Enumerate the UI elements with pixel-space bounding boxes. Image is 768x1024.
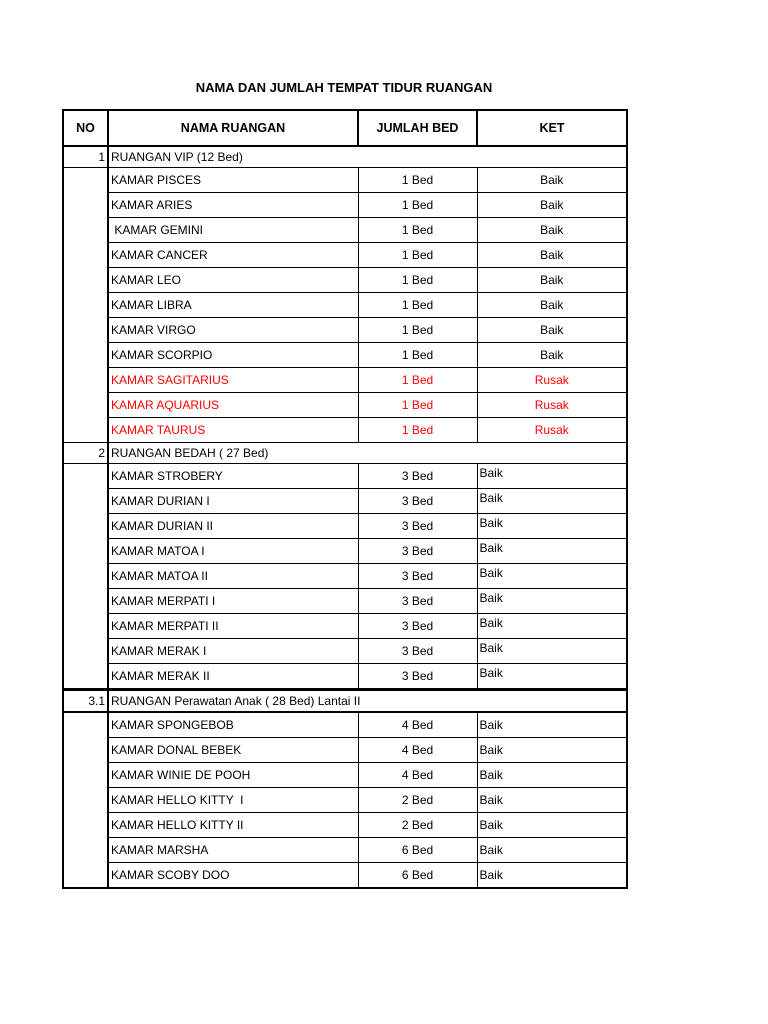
room-status: Baik [477, 564, 627, 589]
bed-count: 1 Bed [358, 318, 477, 343]
room-status: Baik [477, 763, 627, 788]
table-row [63, 813, 627, 838]
room-status: Baik [477, 489, 627, 514]
room-status: Rusak [477, 368, 627, 393]
room-status: Baik [477, 539, 627, 564]
section-number: 2 [63, 443, 108, 464]
room-status: Baik [477, 268, 627, 293]
table-row [63, 514, 627, 539]
section-title: RUANGAN Perawatan Anak ( 28 Bed) Lantai II [108, 690, 627, 713]
table-row [63, 639, 627, 664]
room-status: Baik [477, 589, 627, 614]
room-name: KAMAR DONAL BEBEK [108, 738, 358, 763]
room-name: KAMAR LEO [108, 268, 358, 293]
table-row [63, 293, 627, 318]
room-name: KAMAR LIBRA [108, 293, 358, 318]
bed-count: 3 Bed [358, 639, 477, 664]
header-ket: KET [477, 110, 627, 146]
room-status: Baik [477, 168, 627, 193]
room-name: KAMAR MERAK II [108, 664, 358, 690]
room-name: KAMAR MERAK I [108, 639, 358, 664]
room-status: Baik [477, 318, 627, 343]
table-row [63, 838, 627, 863]
bed-count: 1 Bed [358, 368, 477, 393]
room-status: Baik [477, 664, 627, 690]
header-nama-ruangan: NAMA RUANGAN [108, 110, 358, 146]
room-name: KAMAR GEMINI [108, 218, 358, 243]
room-name: KAMAR SCOBY DOO [108, 863, 358, 889]
room-status: Baik [477, 712, 627, 738]
room-name: KAMAR AQUARIUS [108, 393, 358, 418]
bed-count: 1 Bed [358, 193, 477, 218]
bed-table [62, 109, 628, 889]
table-row [63, 343, 627, 368]
room-status: Baik [477, 343, 627, 368]
room-name: KAMAR DURIAN II [108, 514, 358, 539]
room-status: Baik [477, 738, 627, 763]
bed-count: 3 Bed [358, 539, 477, 564]
room-name: KAMAR PISCES [108, 168, 358, 193]
table-row [63, 268, 627, 293]
bed-count: 3 Bed [358, 564, 477, 589]
section-title: RUANGAN BEDAH ( 27 Bed) [108, 443, 627, 464]
room-status: Baik [477, 838, 627, 863]
room-status: Baik [477, 788, 627, 813]
table-row [63, 539, 627, 564]
bed-count: 1 Bed [358, 168, 477, 193]
bed-count: 1 Bed [358, 218, 477, 243]
section-bedah [63, 443, 627, 690]
bed-count: 4 Bed [358, 712, 477, 738]
room-status: Baik [477, 293, 627, 318]
table-row [63, 418, 627, 443]
section-header-row [63, 146, 627, 168]
bed-count: 1 Bed [358, 243, 477, 268]
table-row [63, 763, 627, 788]
section-number: 3.1 [63, 690, 108, 713]
table-row [63, 788, 627, 813]
bed-count: 3 Bed [358, 514, 477, 539]
table-row [63, 193, 627, 218]
table-row [63, 614, 627, 639]
table-row [63, 464, 627, 489]
table-row [63, 393, 627, 418]
table-row [63, 738, 627, 763]
bed-count: 3 Bed [358, 589, 477, 614]
table-row [63, 243, 627, 268]
table-row [63, 664, 627, 690]
room-status: Baik [477, 614, 627, 639]
bed-count: 1 Bed [358, 268, 477, 293]
table-row [63, 863, 627, 889]
bed-count: 3 Bed [358, 614, 477, 639]
header-no: NO [63, 110, 108, 146]
room-name: KAMAR STROBERY [108, 464, 358, 489]
room-name: KAMAR DURIAN I [108, 489, 358, 514]
section-number: 1 [63, 146, 108, 168]
room-status: Rusak [477, 393, 627, 418]
room-status: Baik [477, 813, 627, 838]
room-status: Baik [477, 639, 627, 664]
bed-count: 6 Bed [358, 863, 477, 889]
room-name: KAMAR VIRGO [108, 318, 358, 343]
table-row [63, 318, 627, 343]
room-status: Baik [477, 243, 627, 268]
bed-count: 2 Bed [358, 788, 477, 813]
table-row [63, 564, 627, 589]
room-name: KAMAR MERPATI I [108, 589, 358, 614]
room-status: Baik [477, 514, 627, 539]
document-title: NAMA DAN JUMLAH TEMPAT TIDUR RUANGAN [195, 80, 493, 95]
room-name: KAMAR HELLO KITTY II [108, 813, 358, 838]
room-status: Baik [477, 218, 627, 243]
room-name: KAMAR SAGITARIUS [108, 368, 358, 393]
room-name: KAMAR MATOA I [108, 539, 358, 564]
bed-count: 6 Bed [358, 838, 477, 863]
bed-count: 4 Bed [358, 763, 477, 788]
room-name: KAMAR MERPATI II [108, 614, 358, 639]
room-name: KAMAR ARIES [108, 193, 358, 218]
bed-count: 4 Bed [358, 738, 477, 763]
table-row [63, 368, 627, 393]
table-row [63, 218, 627, 243]
bed-count: 2 Bed [358, 813, 477, 838]
room-name: KAMAR WINIE DE POOH [108, 763, 358, 788]
section-perawatan-anak [63, 690, 627, 889]
bed-count: 1 Bed [358, 343, 477, 368]
bed-count: 1 Bed [358, 418, 477, 443]
bed-count: 1 Bed [358, 293, 477, 318]
room-name: KAMAR HELLO KITTY I [108, 788, 358, 813]
section-header-row [63, 443, 627, 464]
section-title: RUANGAN VIP (12 Bed) [108, 146, 627, 168]
bed-count: 3 Bed [358, 464, 477, 489]
bed-count: 1 Bed [358, 393, 477, 418]
section-header-row [63, 690, 627, 713]
room-name: KAMAR CANCER [108, 243, 358, 268]
bed-count: 3 Bed [358, 489, 477, 514]
room-status: Baik [477, 193, 627, 218]
room-status: Baik [477, 464, 627, 489]
table-row [63, 168, 627, 193]
header-jumlah-bed: JUMLAH BED [358, 110, 477, 146]
room-name: KAMAR SPONGEBOB [108, 712, 358, 738]
room-name: KAMAR MARSHA [108, 838, 358, 863]
table-row [63, 489, 627, 514]
section-vip [63, 146, 627, 443]
room-status: Rusak [477, 418, 627, 443]
bed-count: 3 Bed [358, 664, 477, 690]
room-name: KAMAR MATOA II [108, 564, 358, 589]
table-header-row [63, 110, 627, 146]
room-status: Baik [477, 863, 627, 889]
table-row [63, 712, 627, 738]
room-name: KAMAR TAURUS [108, 418, 358, 443]
room-name: KAMAR SCORPIO [108, 343, 358, 368]
table-row [63, 589, 627, 614]
